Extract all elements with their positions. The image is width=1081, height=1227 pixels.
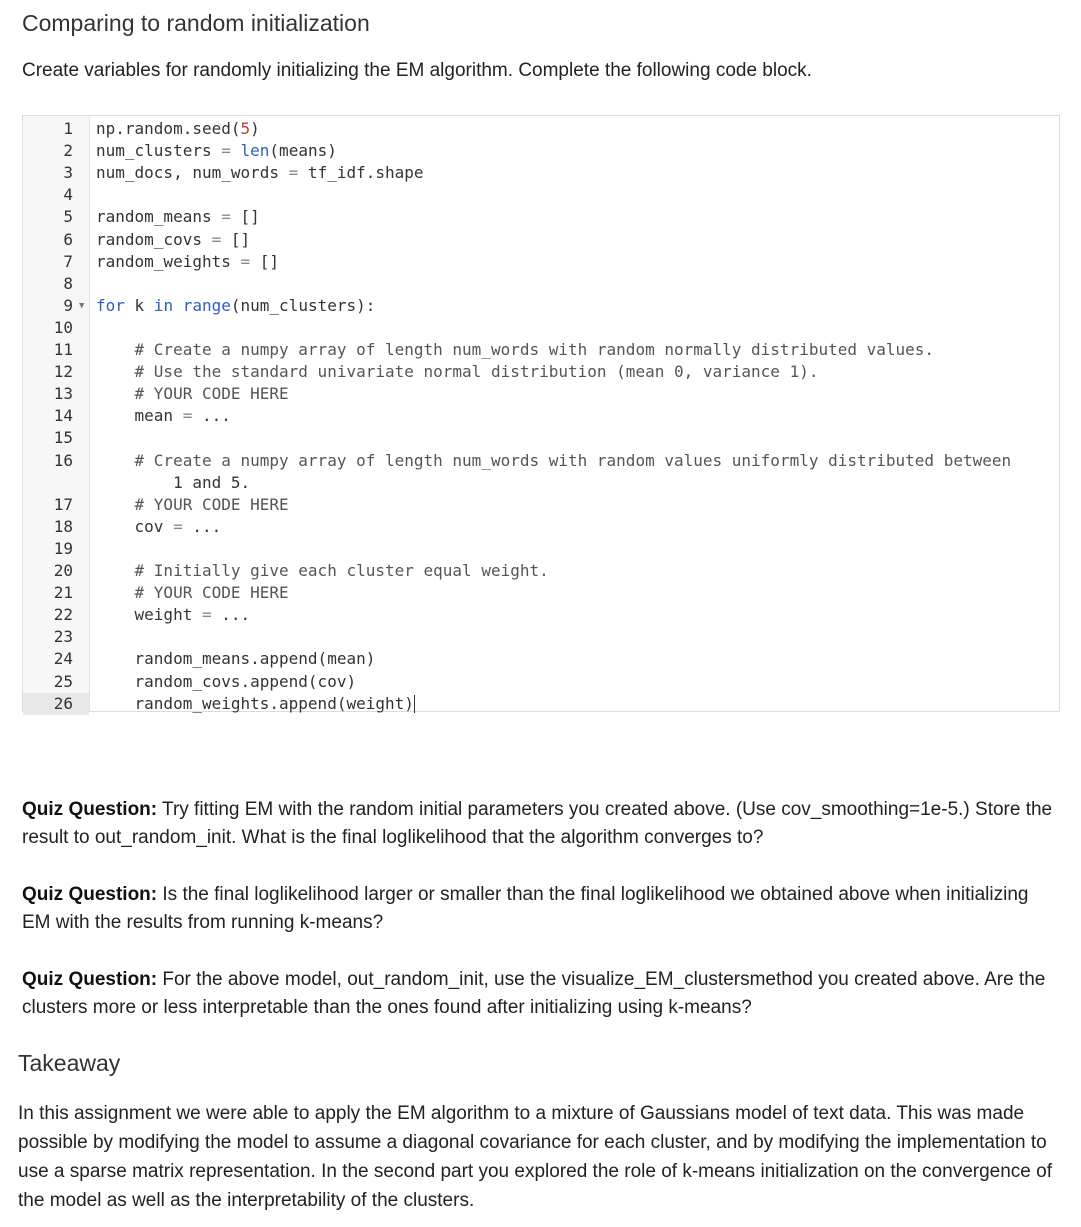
line-number: 9 (63, 295, 73, 315)
line-number: 18 (53, 516, 73, 536)
code-text: # YOUR CODE HERE (96, 583, 289, 603)
code-text: # Initially give each cluster equal weight. (96, 561, 549, 580)
quiz-3-text: For the above model, out_random_init, use the visualize_EM_clustersmethod you created above. Are the clusters more or less interpretable than the ones found after initializing using k-means? (22, 969, 1046, 1018)
quiz-1-text: Try fitting EM with the random initial parameters you created above. (Use cov_smoothing=1e-5.) Store the result to out_random_init. What is the final loglikelihood that the algorithm converges to? (22, 799, 1053, 848)
fold-arrow-icon[interactable]: ▼ (79, 300, 85, 311)
takeaway-title: Takeaway (18, 1050, 121, 1076)
line-number: 23 (53, 627, 73, 647)
code-line[interactable] (23, 162, 1059, 184)
quiz-question-1 (22, 796, 1062, 852)
line-number: 17 (53, 494, 73, 514)
line-number: 13 (53, 384, 73, 404)
code-line[interactable] (23, 339, 1059, 361)
line-number: 24 (53, 649, 73, 669)
line-number: 26 (23, 693, 89, 715)
code-line[interactable] (23, 648, 1059, 670)
line-number: 19 (53, 538, 73, 558)
code-line[interactable] (23, 671, 1059, 693)
line-number: 10 (53, 317, 73, 337)
line-number: 2 (63, 141, 73, 161)
line-number: 4 (63, 185, 73, 205)
line-number: 8 (63, 273, 73, 293)
code-line[interactable] (23, 273, 1059, 295)
code-line[interactable] (23, 317, 1059, 339)
intro-text: Create variables for randomly initializing the EM algorithm. Complete the following code block. (22, 60, 812, 81)
code-cell[interactable] (22, 115, 1060, 712)
code-line[interactable] (23, 472, 1059, 494)
code-line[interactable] (23, 361, 1059, 383)
code-line[interactable] (23, 538, 1059, 560)
line-number: 15 (53, 428, 73, 448)
code-line[interactable] (23, 251, 1059, 273)
line-number: 25 (53, 671, 73, 691)
code-line[interactable] (23, 494, 1059, 516)
code-line[interactable] (23, 604, 1059, 626)
code-line[interactable] (23, 184, 1059, 206)
quiz-label: Quiz Question: (22, 969, 158, 990)
code-text: 1 and 5. (96, 472, 251, 492)
code-text: # Use the standard univariate normal distribution (mean 0, variance 1). (96, 362, 819, 382)
quiz-2-text: Is the final loglikelihood larger or smaller than the final loglikelihood we obtained above when initializing EM with the results from running k-means? (22, 884, 1029, 933)
code-line[interactable] (23, 450, 1059, 472)
code-text: np.random.seed(5) (96, 119, 260, 138)
line-number: 7 (63, 251, 73, 271)
code-text: random_means.append(mean) (96, 649, 376, 669)
line-number: 5 (63, 207, 73, 227)
quiz-label: Quiz Question: (22, 884, 158, 905)
code-line[interactable] (23, 229, 1059, 251)
code-text: weight = ... (96, 605, 251, 625)
code-line[interactable] (23, 383, 1059, 405)
line-number: 20 (53, 561, 73, 580)
code-line[interactable] (23, 206, 1059, 228)
code-text: random_covs = [] (96, 229, 251, 249)
code-text: num_docs, num_words = tf_idf.shape (96, 163, 424, 183)
takeaway-text: In this assignment we were able to apply the EM algorithm to a mixture of Gaussians model of text data. This was made possible by modifying the model to assume a diagonal covariance for each cluster, and by modifying the implementation to use a sparse matrix representation. In the second part you explored the role of k-means initialization on the convergence of the model as well as the interpretability of the clusters. (18, 1103, 1052, 1211)
code-line[interactable] (23, 582, 1059, 604)
code-line[interactable] (23, 140, 1059, 162)
line-number: 14 (53, 406, 73, 426)
line-number: 6 (63, 229, 73, 249)
line-number: 3 (63, 163, 73, 183)
line-number: 1 (63, 119, 73, 138)
code-text: # YOUR CODE HERE (96, 384, 289, 404)
code-line[interactable] (23, 693, 1059, 715)
code-line[interactable] (23, 427, 1059, 449)
line-number: 12 (53, 362, 73, 382)
code-text: # Create a numpy array of length num_words with random normally distributed values. (96, 340, 935, 359)
code-line[interactable] (23, 560, 1059, 582)
code-text: for k in range(num_clusters): (96, 295, 376, 315)
text-cursor (414, 695, 415, 713)
line-number: 21 (53, 583, 73, 603)
code-line[interactable] (23, 118, 1059, 140)
line-number: 22 (53, 605, 73, 625)
code-line[interactable] (23, 405, 1059, 427)
code-line[interactable] (23, 516, 1059, 538)
code-line[interactable] (23, 626, 1059, 648)
code-text: random_covs.append(cov) (96, 671, 357, 691)
code-line[interactable] (23, 295, 1059, 317)
line-number: 11 (53, 340, 73, 359)
code-text: mean = ... (96, 406, 231, 426)
line-number: 16 (53, 450, 73, 470)
quiz-question-2 (22, 881, 1062, 937)
code-text: num_clusters = len(means) (96, 141, 337, 161)
code-text: random_weights = [] (96, 251, 280, 271)
quiz-label: Quiz Question: (22, 799, 158, 820)
code-text: # YOUR CODE HERE (96, 494, 289, 514)
section-title: Comparing to random initialization (22, 10, 370, 36)
code-text: # Create a numpy array of length num_words with random values uniformly distributed between (96, 450, 1012, 470)
code-text: random_means = [] (96, 207, 260, 227)
code-text: random_weights.append(weight) (96, 693, 414, 713)
code-text: cov = ... (96, 516, 222, 536)
quiz-question-3 (22, 966, 1062, 1022)
